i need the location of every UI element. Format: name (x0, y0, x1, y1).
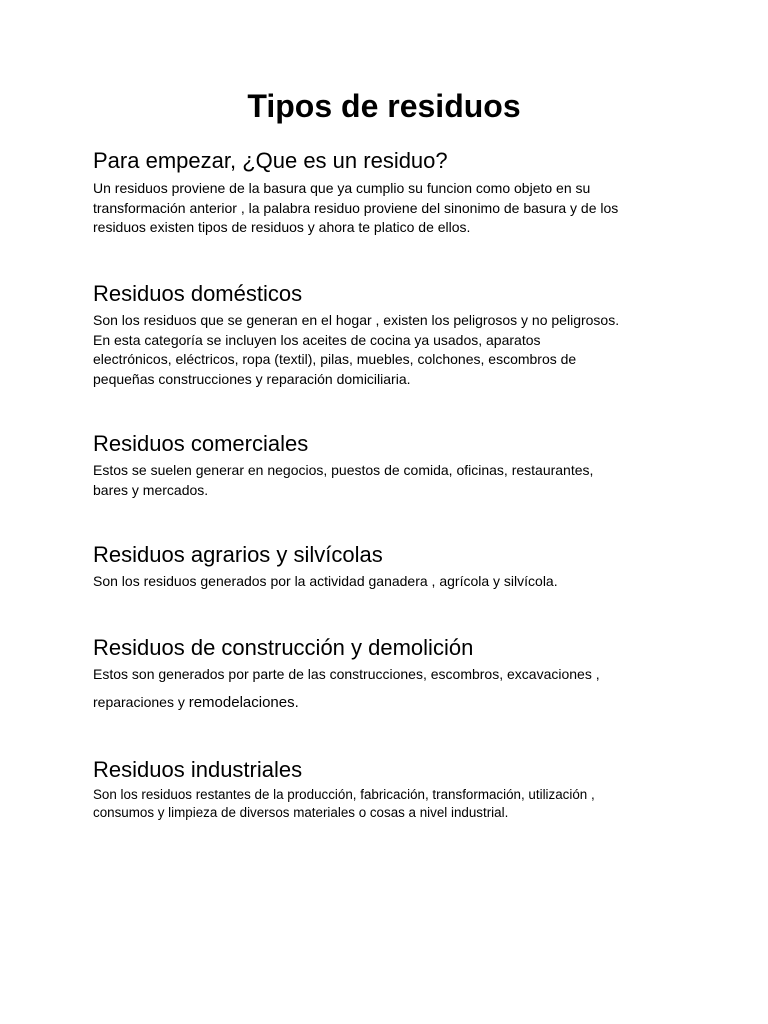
paragraph-line: electrónicos, eléctricos, ropa (textil), pilas, muebles, colchones, escombros de (93, 351, 577, 367)
section-comerciales (93, 430, 693, 500)
section-paragraph (93, 179, 693, 238)
section-heading: Residuos comerciales (93, 431, 309, 456)
paragraph-line: Un residuos proviene de la basura que ya cumplio su funcion como objeto en su (93, 180, 591, 196)
section-heading: Residuos domésticos (93, 281, 303, 306)
paragraph-line: Son los residuos restantes de la producción, fabricación, transformación, utilización , (93, 787, 595, 802)
document-title: Tipos de residuos (247, 88, 521, 124)
paragraph-line: Son los residuos generados por la actividad ganadera , agrícola y silvícola. (93, 573, 558, 589)
section-paragraph (93, 461, 693, 500)
section-industriales (93, 756, 693, 822)
paragraph-line: Son los residuos que se generan en el hogar , existen los peligrosos y no peligrosos. (93, 312, 620, 328)
paragraph-line: pequeñas construcciones y reparación domiciliaria. (93, 370, 411, 387)
section-construccion (93, 634, 693, 712)
section-paragraph (93, 311, 693, 389)
section-paragraph (93, 572, 693, 592)
section-heading: Residuos agrarios y silvícolas (93, 542, 383, 567)
section-paragraph (93, 665, 693, 712)
line-text: remodelaciones. (188, 693, 299, 711)
section-heading: Residuos de construcción y demolición (93, 635, 474, 660)
section-heading: Para empezar, ¿Que es un residuo? (93, 148, 448, 173)
section-paragraph (93, 786, 693, 822)
section-domesticos (93, 280, 693, 389)
paragraph-line: consumos y limpieza de diversos materiales o cosas a nivel industrial. (93, 805, 509, 820)
paragraph-line: bares y mercados. (93, 481, 209, 498)
paragraph-line: En esta categoría se incluyen los aceites de cocina ya usados, aparatos (93, 331, 541, 348)
section-intro (93, 147, 693, 238)
paragraph-line: Estos se suelen generar en negocios, puestos de comida, oficinas, restaurantes, (93, 462, 594, 478)
paragraph-line: residuos existen tipos de residuos y ahora te platico de ellos. (93, 219, 471, 235)
paragraph-line (93, 693, 693, 713)
paragraph-line: transformación anterior , la palabra residuo proviene del sinonimo de basura y de los (93, 199, 619, 216)
line-text: reparaciones y (93, 693, 189, 710)
paragraph-line: Estos son generados por parte de las construcciones, escombros, excavaciones , (93, 666, 600, 682)
section-agrarios (93, 541, 693, 592)
section-heading: Residuos industriales (93, 757, 303, 782)
